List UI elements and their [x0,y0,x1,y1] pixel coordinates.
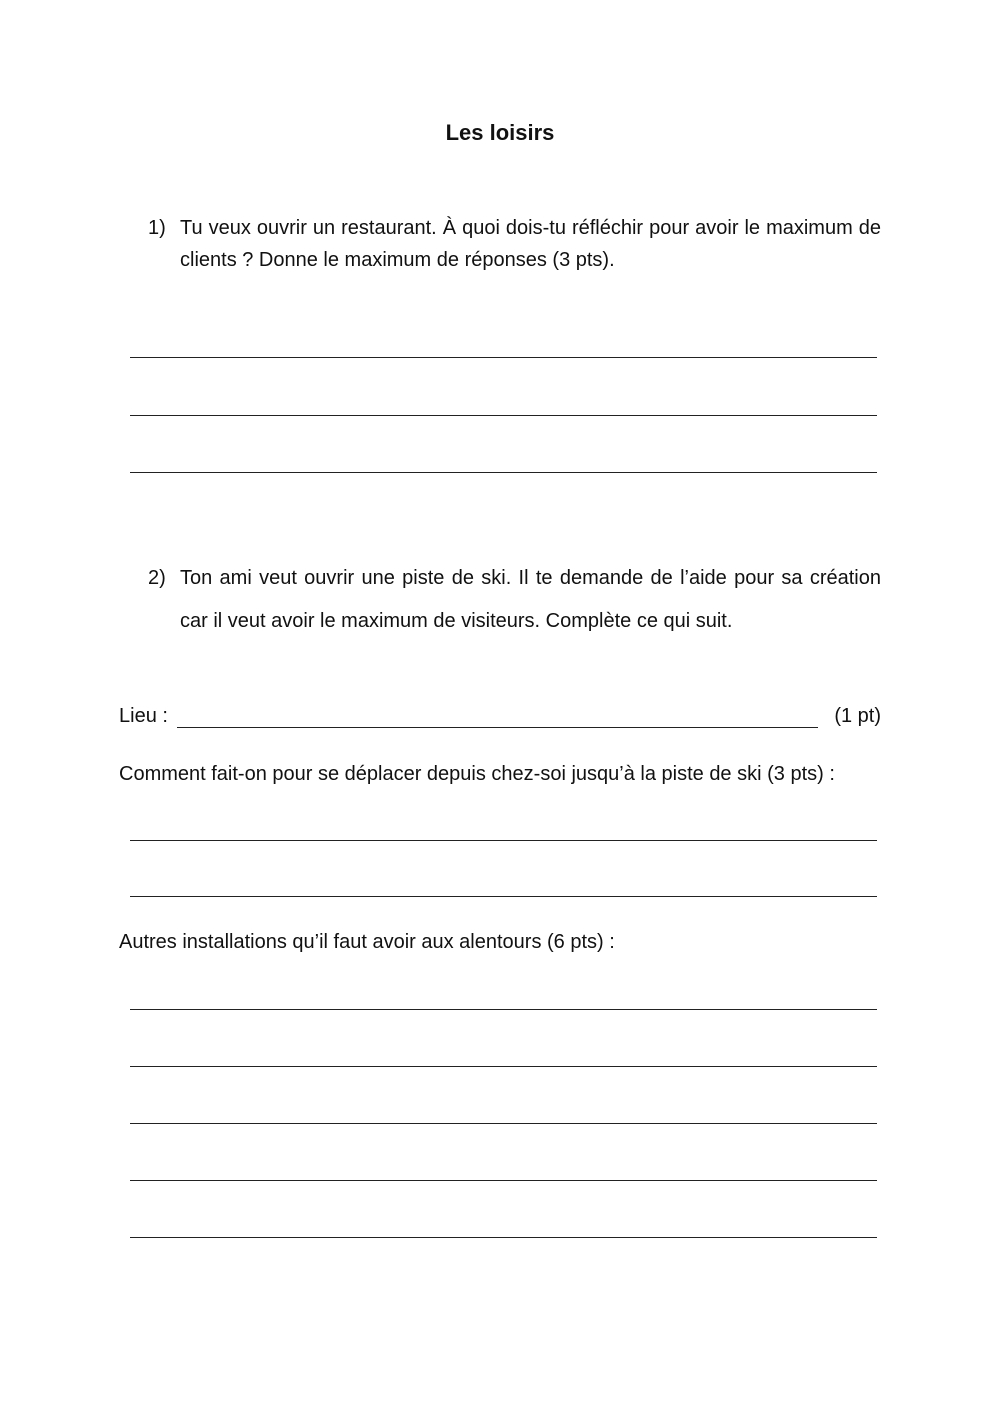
question-1-number: 1) [148,217,166,239]
page-title: Les loisirs [445,120,555,145]
answer-line-installations-4[interactable] [130,1180,877,1181]
answer-line-q1-3[interactable] [130,472,877,473]
answer-line-installations-5[interactable] [130,1237,877,1238]
answer-line-q1-1[interactable] [130,357,877,358]
lieu-row [119,702,881,732]
question-1-text: Tu veux ouvrir un restaurant. À quoi dois-tu réfléchir pour avoir le maximum de clients ? Donne le maximum de réponses (3 pts). [180,217,881,271]
answer-line-q1-2[interactable] [130,415,877,416]
answer-line-transport-1[interactable] [130,840,877,841]
answer-line-installations-1[interactable] [130,1009,877,1010]
question-1 [148,212,881,276]
answer-line-installations-2[interactable] [130,1066,877,1067]
question-2-text: Ton ami veut ouvrir une piste de ski. Il te demande de l’aide pour sa création car il veut avoir le maximum de visiteurs. Complète ce qui suit. [180,567,881,632]
lieu-points: (1 pt) [834,705,881,727]
transport-label: Comment fait-on pour se déplacer depuis chez-soi jusqu’à la piste de ski (3 pts) : [119,763,835,785]
question-2-number: 2) [148,567,166,589]
answer-line-transport-2[interactable] [130,896,877,897]
lieu-label: Lieu : [119,705,168,727]
lieu-answer-line[interactable] [177,727,818,728]
question-2 [148,557,881,643]
installations-label: Autres installations qu’il faut avoir aux alentours (6 pts) : [119,931,615,953]
answer-line-installations-3[interactable] [130,1123,877,1124]
